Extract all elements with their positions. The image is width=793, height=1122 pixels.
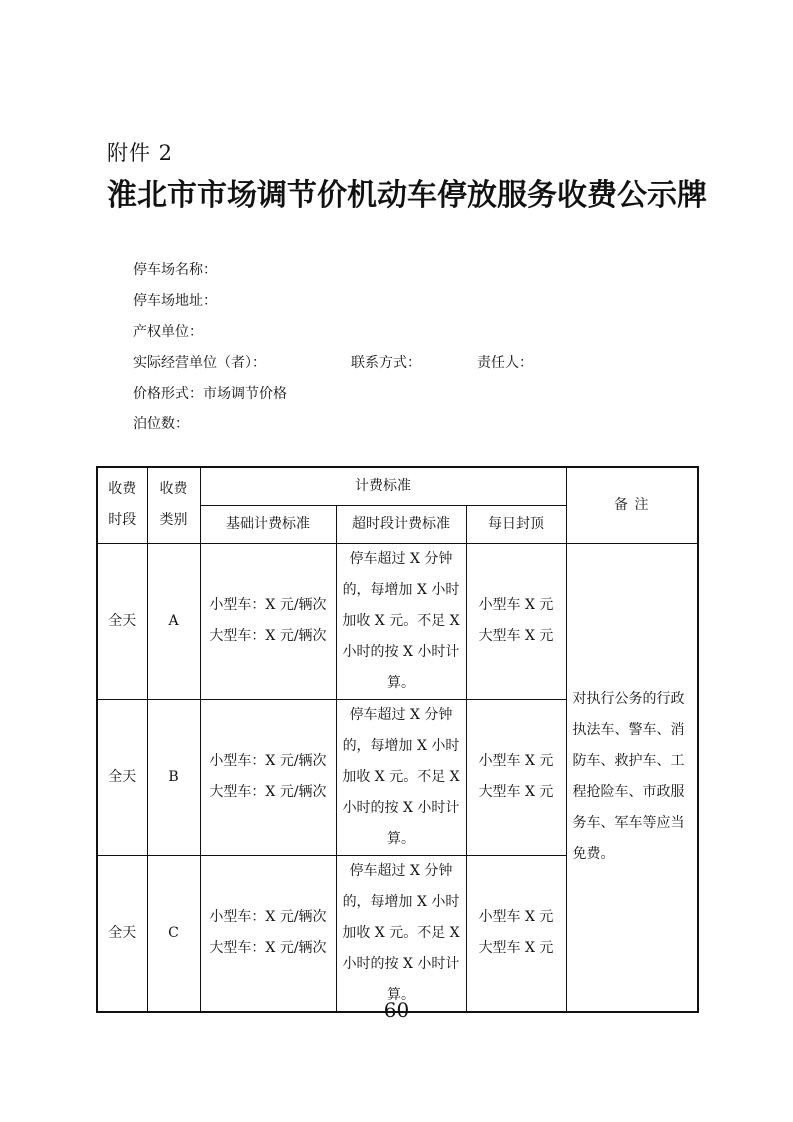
operator-line	[133, 352, 533, 372]
remark-cell	[566, 543, 698, 1012]
overtime-cell: 停车超过 X 分钟 的，每增加 X 小时 加收 X 元。不足 X 小时的按 X 小时计 算。	[336, 543, 466, 699]
period-cell: 全天	[97, 543, 147, 699]
header-remark: 备 注	[566, 467, 698, 543]
base-cell: 小型车：X 元/辆次 大型车：X 元/辆次	[200, 699, 336, 855]
fee-table	[96, 466, 699, 1013]
header-overtime: 超时段计费标准	[336, 505, 466, 543]
overtime-cell: 停车超过 X 分钟 的，每增加 X 小时 加收 X 元。不足 X 小时的按 X 小时计 算。	[336, 855, 466, 1012]
header-daily-cap: 每日封顶	[466, 505, 566, 543]
price-form-label: 价格形式：市场调节价格	[133, 386, 287, 402]
document-title: 淮北市市场调节价机动车停放服务收费公示牌	[107, 178, 707, 213]
type-cell: A	[147, 543, 200, 699]
header-standard: 计费标准	[200, 467, 566, 505]
attachment-label: 附件 2	[107, 141, 174, 165]
remark-text: 对执行公务的行政执法车、警车、消防车、救护车、工程抢险车、市政服务车、军车等应当免费。	[572, 691, 685, 862]
daily-cap-cell: 小型车 X 元 大型车 X 元	[466, 543, 566, 699]
lot-address-label: 停车场地址：	[133, 293, 217, 309]
header-base: 基础计费标准	[200, 505, 336, 543]
base-cell: 小型车：X 元/辆次 大型车：X 元/辆次	[200, 543, 336, 699]
period-cell: 全天	[97, 855, 147, 1012]
type-cell: C	[147, 855, 200, 1012]
header-type: 收费 类别	[147, 467, 200, 543]
period-cell: 全天	[97, 699, 147, 855]
header-period: 收费 时段	[97, 467, 147, 543]
overtime-cell: 停车超过 X 分钟 的，每增加 X 小时 加收 X 元。不足 X 小时的按 X 小时计 算。	[336, 699, 466, 855]
daily-cap-cell: 小型车 X 元 大型车 X 元	[466, 855, 566, 1012]
operator-label: 实际经营单位（者）：	[133, 355, 266, 371]
person-label: 责任人：	[477, 355, 533, 371]
header-row-1	[97, 467, 698, 505]
type-cell: B	[147, 699, 200, 855]
page-number: — 60 —	[357, 998, 436, 1022]
contact-label: 联系方式：	[351, 355, 421, 371]
base-cell: 小型车：X 元/辆次 大型车：X 元/辆次	[200, 855, 336, 1012]
daily-cap-cell: 小型车 X 元 大型车 X 元	[466, 699, 566, 855]
spaces-label: 泊位数：	[133, 416, 189, 432]
table-row	[97, 543, 698, 699]
owner-label: 产权单位：	[133, 324, 203, 340]
lot-name-label: 停车场名称：	[133, 262, 217, 278]
